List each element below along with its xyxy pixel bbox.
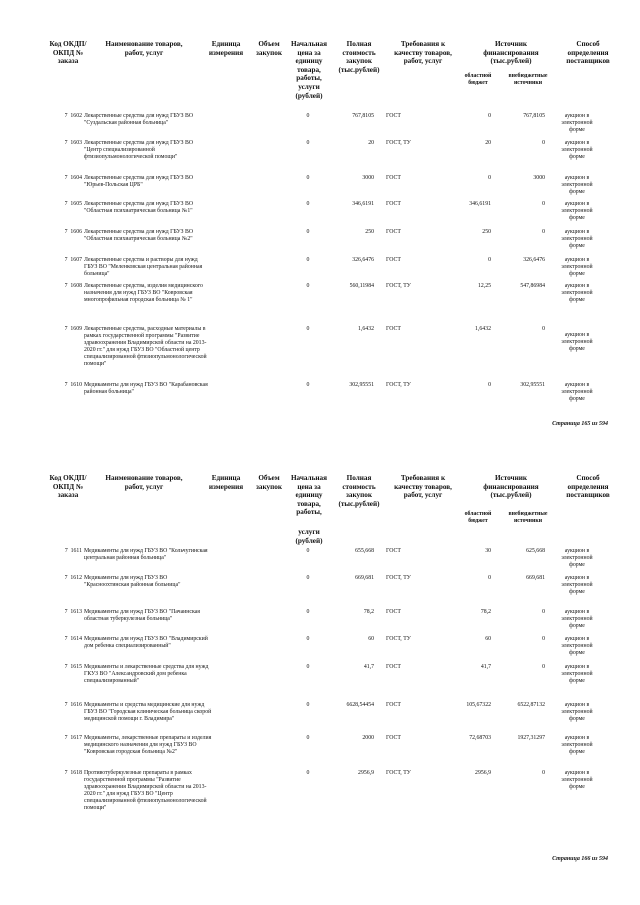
row-requirements: ГОСТ, ТУ xyxy=(386,770,411,776)
col-header-full-cost: Полная стоимость закупок (тыс.рублей) xyxy=(338,474,380,508)
row-name: Лекарственные средства для нужд ГБУЗ ВО "Областная психиатрическая больница №2" xyxy=(84,229,194,242)
row-name: Противотуберкулезные препараты в рамках государственной программы "Развитие здравоохранения Владимирской области на 2013-2020 гг." для нужд ГБУЗ ВО "Центр специализированной фтизиопульмонологической помощи" xyxy=(84,770,207,811)
row-extrabudget: 547,86984 xyxy=(520,283,545,289)
row-full-cost: 302,95551 xyxy=(349,382,374,388)
row-method: аукцион в электронной форме xyxy=(561,609,593,629)
row-name: Лекарственные средства для нужд ГБУЗ ВО "Юрьев-Польская ЦРБ" xyxy=(84,175,194,188)
row-code: 7 1614 xyxy=(64,636,82,642)
col-header-full-cost: Полная стоимость закупок (тыс.рублей) xyxy=(338,40,380,74)
row-requirements: ГОСТ, ТУ xyxy=(386,283,411,289)
row-full-cost: 2956,9 xyxy=(358,770,374,776)
row-requirements: ГОСТ xyxy=(386,201,401,207)
row-initial-price: 0 xyxy=(306,702,310,708)
row-code: 7 1617 xyxy=(64,735,82,741)
row-requirements: ГОСТ xyxy=(386,326,401,332)
row-initial-price: 0 xyxy=(306,175,310,181)
row-initial-price: 0 xyxy=(306,257,310,263)
row-code: 7 1610 xyxy=(64,382,82,388)
row-method: аукцион в электронной форме xyxy=(561,201,593,221)
row-code: 7 1611 xyxy=(64,548,82,554)
row-method: аукцион в электронной форме xyxy=(561,229,593,249)
row-method: аукцион в электронной форме xyxy=(561,257,593,277)
row-initial-price: 0 xyxy=(306,113,310,119)
row-extrabudget: 1927,31297 xyxy=(517,735,545,741)
col-header-source: Источник финансирования (тыс.рублей) xyxy=(483,40,539,66)
row-initial-price: 0 xyxy=(306,283,310,289)
row-method: аукцион в электронной форме xyxy=(561,636,593,656)
row-code: 7 1613 xyxy=(64,609,82,615)
row-full-cost: 60 xyxy=(368,636,374,642)
page-footer: Страница 165 из 594 xyxy=(552,421,608,427)
row-initial-price: 0 xyxy=(306,229,310,235)
col-header-regional: областной бюджет xyxy=(464,511,492,524)
row-method: аукцион в электронной форме xyxy=(561,332,593,352)
row-name: Лекарственные средства для нужд ГБУЗ ВО "Центр специализированной фтизиопульмонологической помощи" xyxy=(84,140,194,160)
row-regional: 12,25 xyxy=(477,283,491,289)
col-header-extrabudget: внебюджетные источники xyxy=(508,73,548,86)
col-header-initial-price: Начальная цена за единицу товара, работы, xyxy=(290,474,328,517)
row-initial-price: 0 xyxy=(306,140,310,146)
row-method: аукцион в электронной форме xyxy=(561,735,593,755)
row-extrabudget: 0 xyxy=(542,201,545,207)
row-code: 7 1608 xyxy=(64,283,82,289)
row-regional: 0 xyxy=(488,113,491,119)
row-initial-price: 0 xyxy=(306,548,310,554)
row-method: аукцион в электронной форме xyxy=(561,702,593,722)
col-header-requirements: Требования к качеству товаров, работ, услуг xyxy=(394,474,452,500)
row-regional: 0 xyxy=(488,382,491,388)
row-full-cost: 326,6476 xyxy=(352,257,374,263)
row-regional: 105,67322 xyxy=(466,702,491,708)
row-regional: 41,7 xyxy=(480,664,491,670)
row-regional: 1,6432 xyxy=(475,326,491,332)
row-extrabudget: 0 xyxy=(542,770,545,776)
row-full-cost: 78,2 xyxy=(363,609,374,615)
page-165 xyxy=(0,0,640,452)
col-header-volume: Объем закупок xyxy=(256,40,282,57)
row-initial-price: 0 xyxy=(306,636,310,642)
row-method: аукцион в электронной форме xyxy=(561,548,593,568)
row-requirements: ГОСТ xyxy=(386,664,401,670)
row-requirements: ГОСТ xyxy=(386,257,401,263)
row-name: Медикаменты, лекарственные препараты и изделия медицинского назначения для нужд ГБУЗ ВО "Ковровская городская больница №2" xyxy=(84,735,212,755)
col-header-code: Код ОКДП/ ОКПД № заказа xyxy=(49,474,87,500)
col-header-method: Способ определения поставщиков xyxy=(566,40,610,66)
row-method: аукцион в электронной форме xyxy=(561,664,593,684)
row-requirements: ГОСТ, ТУ xyxy=(386,140,411,146)
row-name: Лекарственные средства, расходные материалы в рамках государственной программы "Развитие здравоохранения Владимирской области на 2013-2020 гг." для нужд ГБУЗ ВО "Областной центр специализированной фтизиопульмонологической помощи" xyxy=(84,326,207,367)
col-header-requirements: Требования к качеству товаров, работ, услуг xyxy=(394,40,452,66)
col-header-method: Способ определения поставщиков xyxy=(566,474,610,500)
row-extrabudget: 0 xyxy=(542,636,545,642)
row-full-cost: 669,681 xyxy=(355,575,374,581)
col-header-code: Код ОКДП/ ОКПД № заказа xyxy=(49,40,87,66)
row-regional: 30 xyxy=(485,548,491,554)
row-extrabudget: 302,95551 xyxy=(520,382,545,388)
row-method: аукцион в электронной форме xyxy=(561,283,593,303)
row-regional: 0 xyxy=(488,257,491,263)
row-initial-price: 0 xyxy=(306,735,310,741)
col-header-source: Источник финансирования (тыс.рублей) xyxy=(483,474,539,500)
row-requirements: ГОСТ xyxy=(386,548,401,554)
row-code: 7 1615 xyxy=(64,664,82,670)
row-name: Медикаменты для нужд ГБУЗ ВО "Владимирский дом ребенка специализированный" xyxy=(84,636,208,649)
row-code: 7 1603 xyxy=(64,140,82,146)
row-initial-price: 0 xyxy=(306,575,310,581)
col-header-initial-price-2: услуги (рублей) xyxy=(295,528,323,545)
row-name: Лекарственные средства, изделия медицинского назначения для нужд ГБУЗ ВО "Ковровская многопрофильная городская больница № 1" xyxy=(84,283,203,303)
row-name: Медикаменты для нужд ГБУЗ ВО "Кольчугинская центральная районная больница" xyxy=(84,548,208,561)
col-header-regional: областной бюджет xyxy=(464,73,492,86)
row-code: 7 1609 xyxy=(64,326,82,332)
row-full-cost: 6628,54454 xyxy=(346,702,374,708)
row-code: 7 1618 xyxy=(64,770,82,776)
row-code: 7 1606 xyxy=(64,229,82,235)
row-method: аукцион в электронной форме xyxy=(561,113,593,133)
row-regional: 346,6191 xyxy=(469,201,491,207)
row-code: 7 1616 xyxy=(64,702,82,708)
row-full-cost: 2000 xyxy=(362,735,374,741)
row-requirements: ГОСТ xyxy=(386,229,401,235)
row-full-cost: 3000 xyxy=(362,175,374,181)
col-header-initial-price-2: услуги (рублей) xyxy=(295,83,323,100)
row-method: аукцион в электронной форме xyxy=(561,175,593,195)
row-initial-price: 0 xyxy=(306,326,310,332)
col-header-unit: Единица измерения xyxy=(208,40,244,57)
row-initial-price: 0 xyxy=(306,770,310,776)
row-code: 7 1607 xyxy=(64,257,82,263)
row-regional: 78,2 xyxy=(480,609,491,615)
row-requirements: ГОСТ xyxy=(386,735,401,741)
row-method: аукцион в электронной форме xyxy=(561,140,593,160)
row-extrabudget: 0 xyxy=(542,326,545,332)
page-166 xyxy=(0,452,640,905)
row-full-cost: 1,6432 xyxy=(358,326,374,332)
row-requirements: ГОСТ xyxy=(386,609,401,615)
row-name: Лекарственные средства для нужд ГБУЗ ВО "Областная психиатрическая больница №1" xyxy=(84,201,194,214)
row-name: Лекарственные средства для нужд ГБУЗ ВО "Суздальская районная больница" xyxy=(84,113,194,126)
row-extrabudget: 326,6476 xyxy=(523,257,545,263)
row-initial-price: 0 xyxy=(306,382,310,388)
row-regional: 60 xyxy=(485,636,491,642)
row-full-cost: 346,6191 xyxy=(352,201,374,207)
col-header-unit: Единица измерения xyxy=(208,474,244,491)
row-extrabudget: 767,8105 xyxy=(523,113,545,119)
row-full-cost: 250 xyxy=(365,229,374,235)
row-requirements: ГОСТ xyxy=(386,113,401,119)
col-header-extrabudget: внебюджетные источники xyxy=(508,511,548,524)
row-regional: 0 xyxy=(488,575,491,581)
row-name: Медикаменты для нужд ГБУЗ ВО "Пачаинская областная туберкулезная больница" xyxy=(84,609,200,622)
row-full-cost: 655,668 xyxy=(355,548,374,554)
row-initial-price: 0 xyxy=(306,664,310,670)
row-extrabudget: 0 xyxy=(542,664,545,670)
row-extrabudget: 625,668 xyxy=(526,548,545,554)
row-requirements: ГОСТ xyxy=(386,175,401,181)
row-name: Медикаменты и лекарственные средства для нужд ГКУЗ ВО "Александровский дом ребенка специализированный" xyxy=(84,664,209,684)
row-code: 7 1605 xyxy=(64,201,82,207)
row-code: 7 1602 xyxy=(64,113,82,119)
row-regional: 20 xyxy=(485,140,491,146)
col-header-name: Наименование товаров, работ, услуг xyxy=(105,474,183,491)
row-extrabudget: 0 xyxy=(542,229,545,235)
row-extrabudget: 0 xyxy=(542,609,545,615)
row-extrabudget: 0 xyxy=(542,140,545,146)
row-method: аукцион в электронной форме xyxy=(561,382,593,402)
row-method: аукцион в электронной форме xyxy=(561,770,593,790)
row-extrabudget: 6522,87132 xyxy=(517,702,545,708)
row-requirements: ГОСТ, ТУ xyxy=(386,575,411,581)
col-header-volume: Объем закупок xyxy=(256,474,282,491)
row-requirements: ГОСТ, ТУ xyxy=(386,382,411,388)
row-name: Лекарственные средства и растворы для нужд ГБУЗ ВО "Меленковская центральная районная больница" xyxy=(84,257,203,277)
row-regional: 250 xyxy=(482,229,491,235)
row-method: аукцион в электронной форме xyxy=(561,575,593,595)
row-requirements: ГОСТ xyxy=(386,702,401,708)
col-header-initial-price: Начальная цена за единицу товара, работы, xyxy=(290,40,328,83)
row-regional: 2956,9 xyxy=(475,770,491,776)
row-initial-price: 0 xyxy=(306,609,310,615)
row-code: 7 1612 xyxy=(64,575,82,581)
row-extrabudget: 3000 xyxy=(533,175,545,181)
col-header-name: Наименование товаров, работ, услуг xyxy=(105,40,183,57)
row-full-cost: 560,11984 xyxy=(349,283,374,289)
row-requirements: ГОСТ, ТУ xyxy=(386,636,411,642)
row-name: Медикаменты для нужд ГБУЗ ВО "Красноохтинская районная больница" xyxy=(84,575,181,588)
row-initial-price: 0 xyxy=(306,201,310,207)
page-footer: Страница 166 из 594 xyxy=(552,856,608,862)
row-name: Медикаменты для нужд ГБУЗ ВО "Карабановская районная больница" xyxy=(84,382,208,395)
row-regional: 72,68703 xyxy=(469,735,491,741)
row-name: Медикаменты и средства медицинские для нужд ГБУЗ ВО "Городская клиническая больница скорой медицинской помощи г. Владимира" xyxy=(84,702,212,722)
row-regional: 0 xyxy=(488,175,491,181)
row-full-cost: 20 xyxy=(368,140,374,146)
row-full-cost: 41,7 xyxy=(363,664,374,670)
row-extrabudget: 669,681 xyxy=(526,575,545,581)
row-full-cost: 767,8105 xyxy=(352,113,374,119)
row-code: 7 1604 xyxy=(64,175,82,181)
